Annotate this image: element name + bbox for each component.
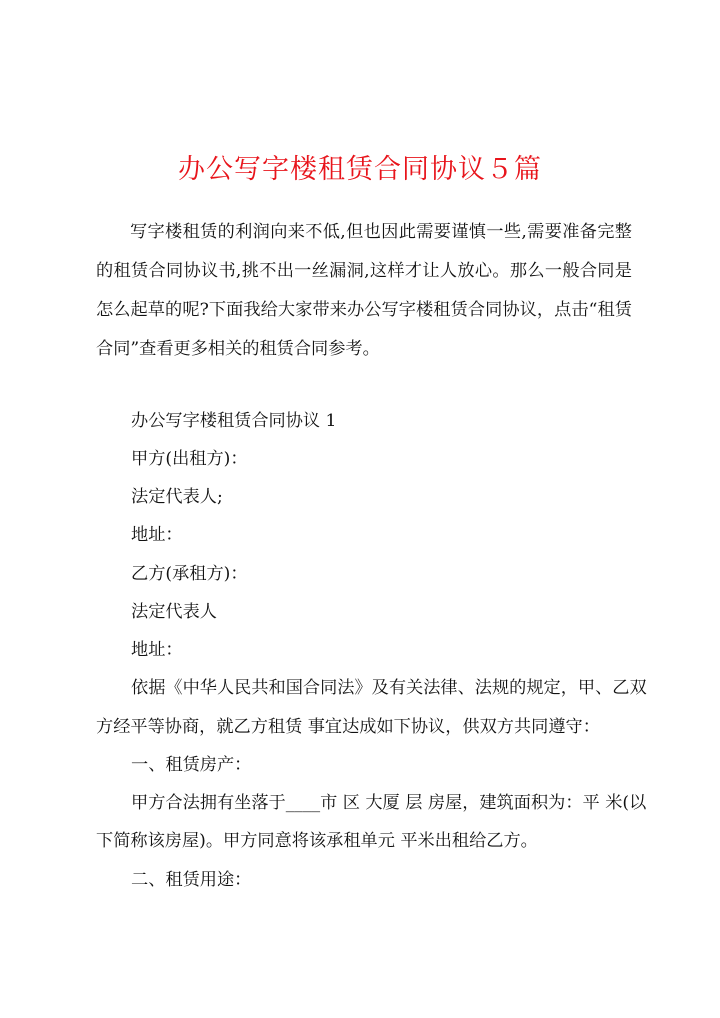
- basis-line-2: 方经平等协商，就乙方租赁 事宜达成如下协议，供双方共同遵守：: [96, 717, 600, 737]
- party-b-label: 乙方(承租方)：: [131, 564, 248, 584]
- party-b-representative: 法定代表人: [131, 602, 217, 622]
- basis-line-1: 依据《中华人民共和国合同法》及有关法律、法规的规定，甲、乙双: [131, 678, 647, 698]
- clause-1-line-2: 下简称该房屋)。甲方同意将该承租单元 平米出租给乙方。: [96, 831, 538, 851]
- section-heading: 办公写字楼租赁合同协议 1: [131, 411, 337, 431]
- clause-1-heading: 一、租赁房产：: [131, 755, 252, 775]
- clause-2-heading: 二、租赁用途：: [131, 870, 252, 890]
- clause-1-line-1: 甲方合法拥有坐落于____市 区 大厦 层 房屋，建筑面积为：平 米(以: [131, 793, 647, 813]
- party-a-address: 地址：: [131, 525, 183, 545]
- intro-paragraph: 写字楼租赁的利润向来不低,但也因此需要谨慎一些,需要准备完整的租赁合同协议书,挑不出一丝漏洞,这样才让人放心。那么一般合同是怎么起草的呢?下面我给大家带来办公写字楼租赁合同协议，点击“租赁合同”查看更多相关的租赁合同参考。: [96, 222, 632, 359]
- document-title: 办公写字楼租赁合同协议５篇: [178, 154, 542, 185]
- party-a-representative: 法定代表人;: [131, 487, 223, 507]
- party-b-address: 地址：: [131, 640, 183, 660]
- party-a-label: 甲方(出租方)：: [131, 449, 248, 469]
